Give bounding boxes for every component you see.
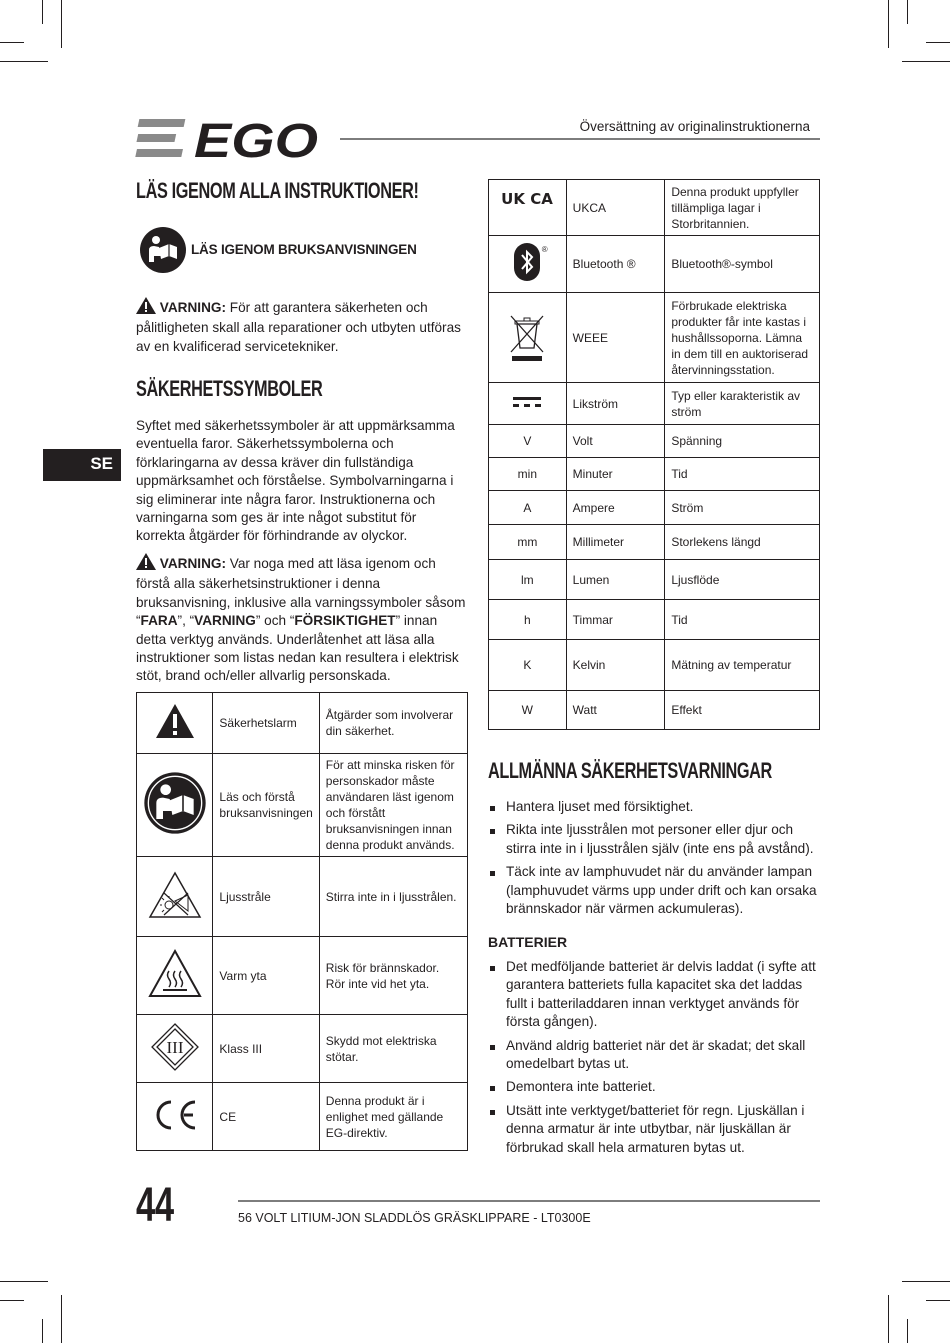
symbol-desc: Denna produkt är i enlighet med gällande EG-direktiv. [319,1083,467,1151]
table-row [489,560,820,600]
symbol-desc: Storlekens längd [665,525,820,560]
unit-symbol-table [488,179,820,730]
translation-note: Översättning av originalinstruktionerna [579,119,810,134]
term-fara: FARA [140,613,178,629]
symbol-desc: Skydd mot elektriska stötar. [319,1015,467,1083]
symbol-desc: Effekt [665,691,820,730]
symbol-name: Säkerhetslarm [213,693,319,754]
symbol-name: Bluetooth ® [566,236,665,293]
symbol-cell [137,857,213,937]
crop-mark [907,1319,908,1343]
symbol-name: Läs och förstå bruksanvisningen [213,754,319,857]
symbol-name: WEEE [566,293,665,383]
table-row [137,1015,468,1083]
warning-label: VARNING: [159,556,226,571]
logo-text: EGO [194,115,318,168]
symbol-cell [489,293,567,383]
symbol-name: Likström [566,383,665,425]
unit-symbol: V [489,425,567,458]
unit-symbol: W [489,691,567,730]
footer-product: 56 VOLT LITIUM-JON SLADDLÖS GRÄSKLIPPARE - LT0300E [238,1211,591,1225]
table-row [489,236,820,293]
list-item: Demontera inte batteriet. [488,1078,820,1096]
list-item: Hantera ljuset med försiktighet. [488,798,820,816]
table-row [489,180,820,236]
ce-mark-icon [150,1098,200,1132]
table-row [489,691,820,730]
symbol-desc: Typ eller karakteristik av ström [665,383,820,425]
warning-text: ”, “ [177,613,195,629]
crop-mark [0,61,48,62]
warning-triangle-icon [155,703,195,739]
battery-list [488,958,820,1162]
warning-text: ” och “ [255,613,295,629]
table-row [489,491,820,525]
table-row [137,857,468,937]
symbol-name: Ampere [566,491,665,525]
symbol-name: Timmar [566,600,665,640]
crop-mark [61,0,62,48]
symbol-cell [137,937,213,1015]
crop-mark [0,1281,48,1282]
symbol-cell [489,180,567,236]
footer-rule [238,1200,820,1202]
class-three-text: III [166,1037,184,1057]
unit-symbol: lm [489,560,567,600]
weee-bin-icon [507,310,547,362]
table-row [489,458,820,491]
term-varning: VARNING [194,613,256,629]
list-item: Utsätt inte verktyget/batteriet för regn. Ljuskällan i denna armatur är inte utbytbar, när ljuskällan är förbrukad skall hela armaturen bytas ut. [488,1102,820,1157]
warning-label: VARNING: [159,300,226,315]
symbol-desc: Stirra inte in i ljusstrålen. [319,857,467,937]
crop-mark [907,0,908,24]
warning-service [136,297,468,356]
language-tab [43,449,121,481]
crop-mark [42,1319,43,1343]
symbol-name: Ljusstråle [213,857,319,937]
symbol-name: UKCA [566,180,665,236]
symbol-desc: Denna produkt uppfyller tillämpliga lagar i Storbritannien. [665,180,820,236]
crop-mark [61,1295,62,1343]
section-heading-general-warnings: ALLMÄNNA SÄKERHETSVARNINGAR [488,758,772,783]
warning-text: ” innan detta verktyg används. Underlåtenhet att läsa alla instruktioner som listas nedan kan resultera i elektrisk stöt, brand och/eller allvarlig personskada. [136,613,459,684]
read-manual-icon [139,226,187,274]
symbol-desc: För att minska risken för personskador måste användaren läst igenom och förstått bruksanvisningen innan denna produkt används. [319,754,467,857]
symbol-desc: Ström [665,491,820,525]
bluetooth-icon [512,241,542,283]
warning-text: Var noga med att läsa igenom och förstå alla säkerhetsinstruktioner i denna bruksanvisning, inklusive alla varningssymboler såsom “ [136,556,466,629]
warning-text: För att garantera säkerheten och pålitligheten skall alla reparationer och utbyten utföras av en kvalificerad servicetekniker. [136,300,461,354]
symbol-desc: Bluetooth®-symbol [665,236,820,293]
ego-logo [136,115,322,168]
symbol-desc: Åtgärder som involverar din säkerhet. [319,693,467,754]
symbol-name: CE [213,1083,319,1151]
symbol-name: Klass III [213,1015,319,1083]
table-row [489,383,820,425]
crop-mark [888,0,889,48]
language-tab-label: SE [90,454,113,473]
table-row [489,425,820,458]
symbol-name: Lumen [566,560,665,600]
symbol-cell [489,383,567,425]
symbol-desc: Förbrukade elektriska produkter får inte kastas i hushållssoporna. Lämna in dem till en auktoriserad återvinningsstation. [665,293,820,383]
list-item: Täck inte av lamphuvudet när du använder lampan (lamphuvudet värms upp under drift och kan orsaka brännskador när värmen ackumuleras). [488,863,820,918]
symbol-name: Volt [566,425,665,458]
table-row [489,525,820,560]
unit-symbol: A [489,491,567,525]
crop-mark [0,42,24,43]
intro-paragraph: Syftet med säkerhetssymboler är att uppmärksamma eventuella faror. Säkerhetssymbolerna och förklaringarna av dessa kräver din fullständiga uppmärksamhet och förståelse. Symbolvarningarna i sig eliminerar inte några faror. Instruktionerna och varningarna som ges är inte något substitut för korrekta åtgärder för förhindrande av olyckor. [136,418,455,544]
section-heading-safety-symbols: SÄKERHETSSYMBOLER [136,376,323,401]
direct-current-icon [513,396,541,408]
ukca-icon [501,189,554,223]
read-manual-icon [143,771,207,835]
term-forsiktighet: FÖRSIKTIGHET [294,613,396,629]
unit-symbol: min [489,458,567,491]
crop-mark [926,42,950,43]
table-row [489,293,820,383]
safety-symbol-table [136,692,468,1151]
unit-symbol: K [489,640,567,691]
main-heading: LÄS IGENOM ALLA INSTRUKTIONER! [136,178,419,203]
no-stare-light-icon [148,871,202,919]
unit-symbol: mm [489,525,567,560]
read-manual-label: LÄS IGENOM BRUKSANVISNINGEN [191,242,417,257]
warning-triangle-icon [136,553,156,575]
table-row [137,937,468,1015]
page-number: 44 [136,1179,174,1232]
symbol-name: Kelvin [566,640,665,691]
crop-mark [902,61,950,62]
header-rule [340,138,820,140]
table-row [489,600,820,640]
hot-surface-icon [148,949,202,999]
unit-symbol: h [489,600,567,640]
general-warnings-list [488,798,820,923]
table-row [137,1083,468,1151]
crop-mark [926,1300,950,1301]
symbol-cell [137,1015,213,1083]
symbol-name: Minuter [566,458,665,491]
crop-mark [42,0,43,24]
symbol-desc: Ljusflöde [665,560,820,600]
symbol-desc: Tid [665,600,820,640]
svg-text:UK CA: UK CA [501,189,554,208]
warning-read-all [136,553,468,686]
list-item: Använd aldrig batteriet när det är skadat; det skall omedelbart bytas ut. [488,1037,820,1074]
symbol-desc: Risk för brännskador. Rör inte vid het yta. [319,937,467,1015]
battery-heading: BATTERIER [488,934,568,950]
symbol-desc: Mätning av temperatur [665,640,820,691]
table-row [489,640,820,691]
symbol-cell [137,754,213,857]
symbol-name: Varm yta [213,937,319,1015]
symbol-cell [489,236,567,293]
class-three-icon [150,1022,200,1072]
registered-mark: ® [541,245,548,254]
symbol-name: Watt [566,691,665,730]
table-row [137,754,468,857]
table-row [137,693,468,754]
crop-mark [902,1281,950,1282]
symbol-cell [137,693,213,754]
crop-mark [0,1300,24,1301]
list-item: Det medföljande batteriet är delvis laddat (i syfte att garantera batteriets fulla kapacitet ska det laddas fullt i batteriladdaren innan verktyget används för första gången). [488,958,820,1032]
symbol-name: Millimeter [566,525,665,560]
symbol-desc: Spänning [665,425,820,458]
warning-triangle-icon [136,297,156,319]
symbol-cell [137,1083,213,1151]
crop-mark [888,1295,889,1343]
symbol-desc: Tid [665,458,820,491]
list-item: Rikta inte ljusstrålen mot personer eller djur och stirra inte in i ljusstrålen själv (inte ens på avstånd). [488,821,820,858]
